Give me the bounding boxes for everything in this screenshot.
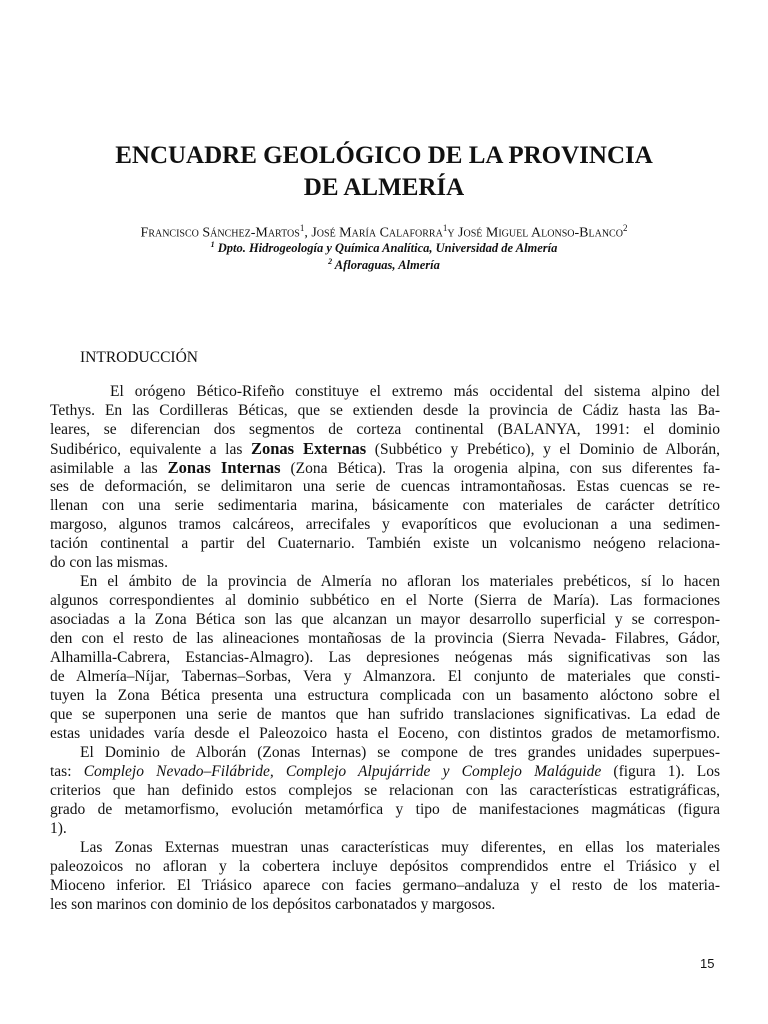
author-3-affiliation-mark: 2 xyxy=(622,223,628,233)
text-line: grado de metamorfismo, evolución metamórfica y tipo de manifestaciones magmáticas (figura xyxy=(50,801,720,818)
page-number: 15 xyxy=(700,956,715,971)
text-line: do con las mismas. xyxy=(50,554,168,571)
text-line: llenan con una serie sedimentaria marina, básicamente con materiales de carácter detrítico xyxy=(50,497,720,514)
text-line xyxy=(50,762,720,781)
text-segment: El orógeno Bético-Rifeño constituye el extremo más occidental del sistema alpino del xyxy=(110,383,720,400)
text-line xyxy=(80,572,720,591)
author-separator: , xyxy=(304,225,312,241)
text-line: les son marinos con dominio de los depósitos carbonatados y margosos. xyxy=(50,896,496,913)
text-line: estas unidades varía desde el Paleozoico hasta el Eoceno, con distintos grados de metamorfismo. xyxy=(50,725,720,742)
text-segment: (figura 1). Los xyxy=(601,763,720,780)
text-line: Mioceno inferior. El Triásico aparece con facies germano–andaluza y el resto de los materia- xyxy=(50,877,720,894)
text-segment: En el ámbito de la provincia de Almería no afloran los materiales prebéticos, sí lo hacen xyxy=(80,573,720,590)
text-segment: Sudibérico, equivalente a las xyxy=(50,441,251,458)
author-1: Francisco Sánchez-Martos xyxy=(140,225,300,241)
text-line: Tethys. En las Cordilleras Béticas, que se extienden desde la provincia de Cádiz hasta las Ba- xyxy=(50,402,720,419)
affiliation-1-mark: 1 xyxy=(210,240,215,249)
text-line: ses de deformación, se delimitaron una serie de cuencas intramontañosas. Estas cuencas se re- xyxy=(50,478,720,495)
paragraph-1 xyxy=(50,382,720,572)
text-segment: (Zona Bética). Tras la orogenia alpina, con sus diferentes fa- xyxy=(280,460,720,477)
text-segment: (Subbético y Prebético), y el Dominio de Alborán, xyxy=(366,441,720,458)
emphasis-zonas-internas: Zonas Internas xyxy=(167,458,281,477)
text-line: den con el resto de las alineaciones montañosas de la provincia (Sierra Nevada- Filabres, Gádor, xyxy=(50,630,720,647)
title-line-1: ENCUADRE GEOLÓGICO DE LA PROVINCIA xyxy=(115,142,653,169)
section-heading: INTRODUCCIÓN xyxy=(80,349,198,366)
text-line xyxy=(50,439,720,458)
text-line: Alhamilla-Cabrera, Estancias-Almagro). Las depresiones neógenas más significativas son las xyxy=(50,649,720,666)
italic-complex-names: Complejo Nevado–Filábride, Complejo Alpujárride y Complejo Maláguide xyxy=(83,763,602,780)
text-line xyxy=(50,458,720,477)
text-line: margoso, algunos tramos calcáreos, arrecifales y evaporíticos que evolucionan a una sedimen- xyxy=(50,516,720,533)
author-1-affiliation-mark: 1 xyxy=(299,223,305,233)
text-line: leares, se diferencian dos segmentos de corteza continental (BALANYA, 1991: el dominio xyxy=(50,421,720,438)
text-line: asociadas a la Zona Bética son las que alcanzan un mayor desarrollo superficial y se correspon- xyxy=(50,611,720,628)
text-line: tación continental a partir del Cuaternario. También existe un volcanismo neógeno relaciona- xyxy=(50,535,720,552)
text-line: criterios que han definido estos complejos se relacionan con las características estratigráficas, xyxy=(50,782,720,799)
author-separator: y xyxy=(447,225,459,241)
text-line: que se superponen una serie de mantos que han sufrido translaciones significativas. La edad de xyxy=(50,706,720,723)
text-line: tuyen la Zona Bética presenta una estructura complicada con un basamento alóctono sobre el xyxy=(50,687,720,704)
text-line xyxy=(80,382,720,401)
affiliation-2-text: Afloraguas, Almería xyxy=(332,258,440,273)
author-2-affiliation-mark: 1 xyxy=(442,223,448,233)
body-text xyxy=(50,382,720,914)
author-3: José Miguel Alonso-Blanco xyxy=(458,225,623,241)
title-line-2: DE ALMERÍA xyxy=(303,174,465,201)
text-segment: tas: xyxy=(50,763,84,780)
text-segment: asimilable a las xyxy=(50,460,168,477)
affiliation-2-mark: 2 xyxy=(328,257,333,266)
page-title xyxy=(60,140,708,204)
text-line: de Almería–Níjar, Tabernas–Sorbas, Vera y Almanzora. El conjunto de materiales que consti- xyxy=(50,668,720,685)
text-line: 1). xyxy=(50,820,67,837)
text-line: paleozoicos no afloran y la cobertera incluye depósitos comprendidos entre el Triásico y el xyxy=(50,858,720,875)
text-line: algunos correspondientes al dominio subbético en el Norte (Sierra de María). Las formaciones xyxy=(50,592,720,609)
affiliation-2 xyxy=(60,254,708,273)
emphasis-zonas-externas: Zonas Externas xyxy=(250,439,367,458)
text-line: Las Zonas Externas muestran unas características muy diferentes, en ellas los materiales xyxy=(80,839,720,856)
paragraph-3 xyxy=(50,743,720,838)
author-2: José María Calaforra xyxy=(311,225,443,241)
text-line: El Dominio de Alborán (Zonas Internas) se compone de tres grandes unidades superpues- xyxy=(80,744,720,761)
paragraph-4 xyxy=(50,838,720,914)
paragraph-2 xyxy=(50,572,720,743)
affiliation-1-text: Dpto. Hidrogeología y Química Analítica, Universidad de Almería xyxy=(214,241,558,256)
